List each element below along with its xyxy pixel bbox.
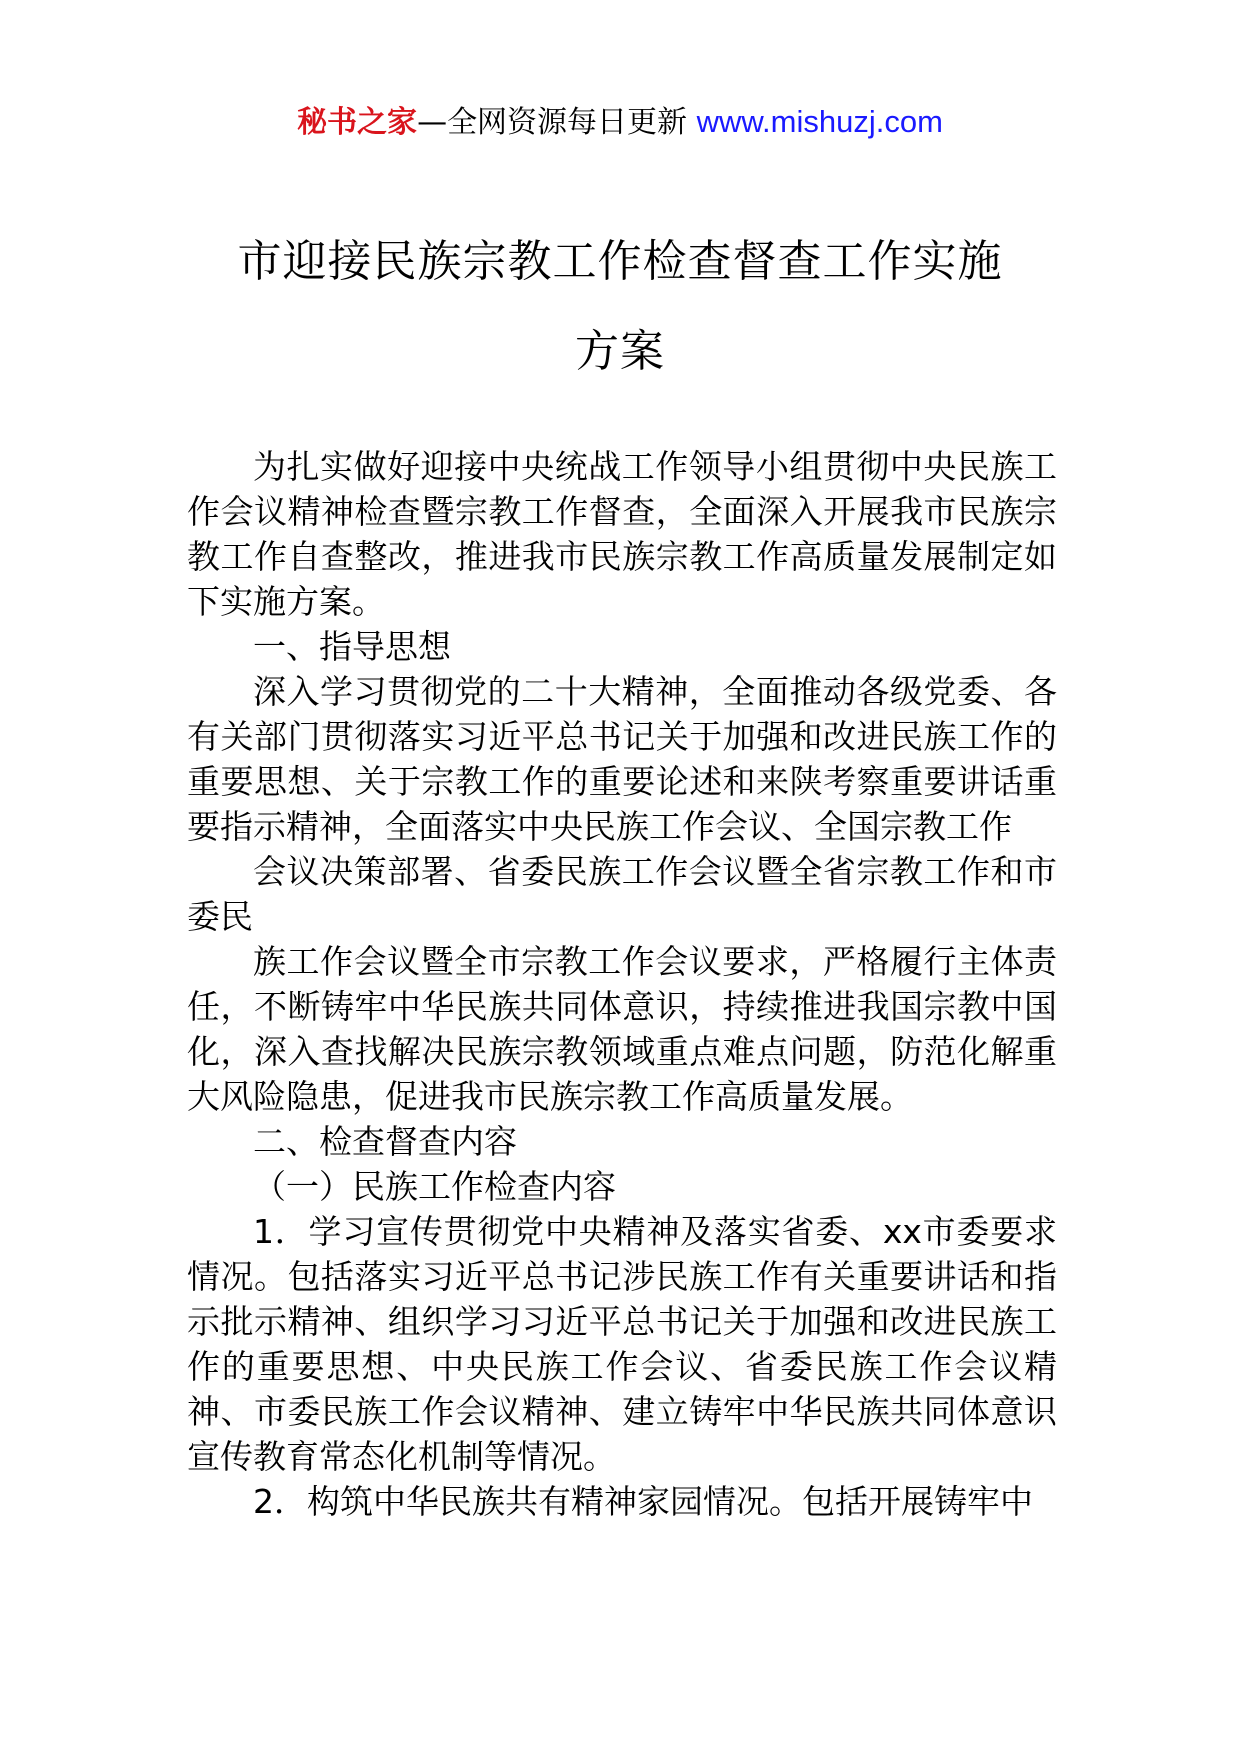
site-url-link[interactable]: www.mishuzj.com (696, 104, 943, 139)
document-body (187, 444, 1057, 1524)
list-item: 1．学习宣传贯彻党中央精神及落实省委、xx市委要求情况。包括落实习近平总书记涉民族工作有关重要讲话和指示批示精神、组织学习习近平总书记关于加强和改进民族工作的重要思想、中央民族工作会议、省委民族工作会议精神、市委民族工作会议精神、建立铸牢中华民族共同体意识宣传教育常态化机制等情况。 (187, 1212, 1057, 1476)
body-paragraph: 会议决策部署、省委民族工作会议暨全省宗教工作和市委民 (187, 852, 1057, 936)
document-title-line-1: 市迎接民族宗教工作检查督查工作实施 (237, 236, 1003, 287)
section-heading-inspection-content: 二、检查督查内容 (253, 1122, 517, 1161)
list-item: 2．构筑中华民族共有精神家园情况。包括开展铸牢中 (253, 1482, 1033, 1521)
site-header (0, 100, 1240, 145)
section-heading-guiding-ideology: 一、指导思想 (253, 627, 451, 666)
document-title-line-2: 方案 (575, 326, 665, 377)
header-tagline: —全网资源每日更新 (417, 105, 697, 140)
brand-name: 秘书之家 (297, 105, 418, 140)
body-paragraph: 深入学习贯彻党的二十大精神，全面推动各级党委、各有关部门贯彻落实习近平总书记关于加强和改进民族工作的重要思想、关于宗教工作的重要论述和来陕考察重要讲话重要指示精神，全面落实中央民族工作会议、全国宗教工作 (187, 672, 1057, 846)
subsection-heading-ethnic-work: （一）民族工作检查内容 (253, 1167, 616, 1206)
body-paragraph: 族工作会议暨全市宗教工作会议要求，严格履行主体责任，不断铸牢中华民族共同体意识，持续推进我国宗教中国化，深入查找解决民族宗教领域重点难点问题，防范化解重大风险隐患，促进我市民族宗教工作高质量发展。 (187, 942, 1057, 1116)
intro-paragraph: 为扎实做好迎接中央统战工作领导小组贯彻中央民族工作会议精神检查暨宗教工作督查，全面深入开展我市民族宗教工作自查整改，推进我市民族宗教工作高质量发展制定如下实施方案。 (187, 447, 1057, 621)
